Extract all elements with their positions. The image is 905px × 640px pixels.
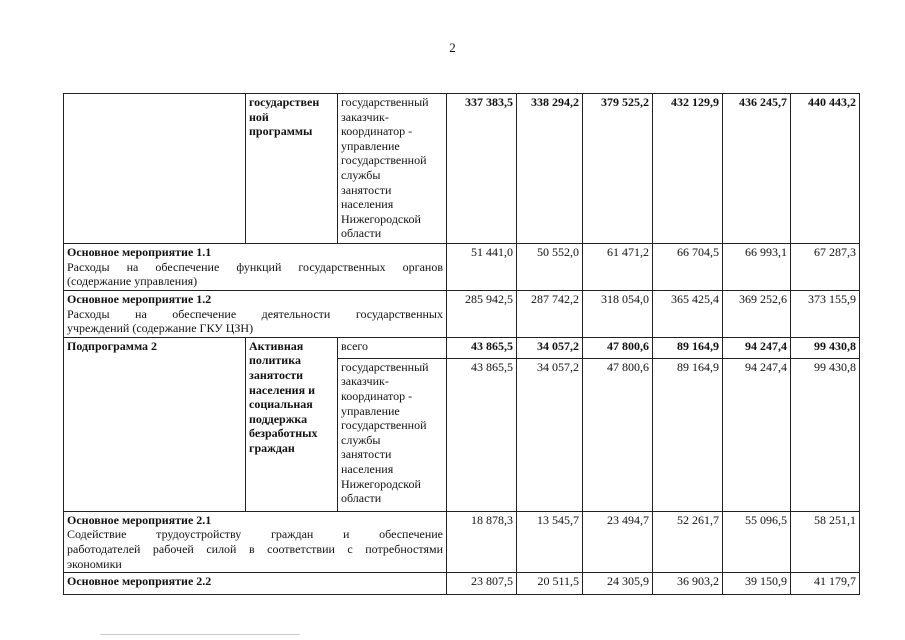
value-cell: 23 807,5 (447, 573, 517, 595)
value-cell: 89 164,9 (653, 337, 723, 358)
value-cell: 47 800,6 (583, 358, 653, 511)
measure-description-cell (64, 291, 447, 338)
value-cell: 432 129,9 (653, 94, 723, 244)
value-cell: 36 903,2 (653, 573, 723, 595)
value-cell: 18 878,3 (447, 511, 517, 572)
program-name-cell: государствен ной программы (246, 94, 338, 244)
value-cell: 24 305,9 (583, 573, 653, 595)
measure-desc-line: Расходы на обеспечение деятельности государственных (67, 306, 443, 321)
funding-source-cell: государственный заказчик- координатор - управление государственной службы занятости населения Нижегородской области (338, 358, 447, 511)
measure-title: Основное мероприятие 1.2 (67, 292, 212, 306)
table-row (64, 291, 860, 338)
value-cell: 318 054,0 (583, 291, 653, 338)
funding-source-cell: всего (338, 337, 447, 358)
table-row (64, 337, 860, 358)
value-cell: 43 865,5 (447, 358, 517, 511)
page-number: 2 (449, 40, 456, 55)
value-cell: 365 425,4 (653, 291, 723, 338)
value-cell: 58 251,1 (791, 511, 860, 572)
value-cell: 99 430,8 (791, 358, 860, 511)
value-cell: 51 441,0 (447, 244, 517, 291)
value-cell: 369 252,6 (723, 291, 791, 338)
value-cell: 13 545,7 (517, 511, 583, 572)
value-cell: 61 471,2 (583, 244, 653, 291)
value-cell: 34 057,2 (517, 358, 583, 511)
value-cell: 94 247,4 (723, 337, 791, 358)
value-cell: 99 430,8 (791, 337, 860, 358)
value-cell: 39 150,9 (723, 573, 791, 595)
budget-table (63, 93, 860, 595)
value-cell: 66 993,1 (723, 244, 791, 291)
value-cell: 34 057,2 (517, 337, 583, 358)
measure-desc-line: (содержание управления) (67, 274, 198, 289)
program-name-cell: Активная политика занятости населения и социальная поддержка безработных граждан (246, 337, 338, 511)
value-cell: 440 443,2 (791, 94, 860, 244)
value-cell: 89 164,9 (653, 358, 723, 511)
value-cell: 285 942,5 (447, 291, 517, 338)
scan-artifact-line (100, 634, 300, 635)
measure-desc-line: Расходы на обеспечение функций государственных органов (67, 259, 443, 274)
value-cell: 337 383,5 (447, 94, 517, 244)
table-row (64, 94, 860, 244)
value-cell: 379 525,2 (583, 94, 653, 244)
value-cell: 23 494,7 (583, 511, 653, 572)
table-row (64, 244, 860, 291)
value-cell: 20 511,5 (517, 573, 583, 595)
measure-description-cell (64, 573, 447, 595)
measure-desc-line: учреждений (содержание ГКУ ЦЗН) (67, 321, 254, 336)
measure-title: Основное мероприятие 1.1 (67, 245, 212, 259)
value-cell: 47 800,6 (583, 337, 653, 358)
measure-desc-line: экономики (67, 556, 122, 571)
value-cell: 67 287,3 (791, 244, 860, 291)
value-cell: 94 247,4 (723, 358, 791, 511)
value-cell: 52 261,7 (653, 511, 723, 572)
value-cell: 41 179,7 (791, 573, 860, 595)
value-cell: 66 704,5 (653, 244, 723, 291)
value-cell: 436 245,7 (723, 94, 791, 244)
measure-description-cell (64, 511, 447, 572)
value-cell: 287 742,2 (517, 291, 583, 338)
measure-title: Основное мероприятие 2.1 (67, 512, 212, 527)
table-row (64, 511, 860, 572)
empty-cell (64, 94, 246, 244)
value-cell: 55 096,5 (723, 511, 791, 572)
measure-desc-line: Содействие трудоустройству граждан и обеспечение (67, 527, 443, 542)
value-cell: 373 155,9 (791, 291, 860, 338)
measure-description-cell (64, 244, 447, 291)
funding-source-cell: государственный заказчик- координатор - управление государственной службы занятости населения Нижегородской области (338, 94, 447, 244)
table-row (64, 573, 860, 595)
value-cell: 43 865,5 (447, 337, 517, 358)
measure-desc-line: работодателей рабочей силой в соответствии с потребностями (67, 541, 443, 556)
value-cell: 50 552,0 (517, 244, 583, 291)
subprogram-title-cell: Подпрограмма 2 (64, 337, 246, 511)
measure-title: Основное мероприятие 2.2 (67, 574, 212, 589)
value-cell: 338 294,2 (517, 94, 583, 244)
